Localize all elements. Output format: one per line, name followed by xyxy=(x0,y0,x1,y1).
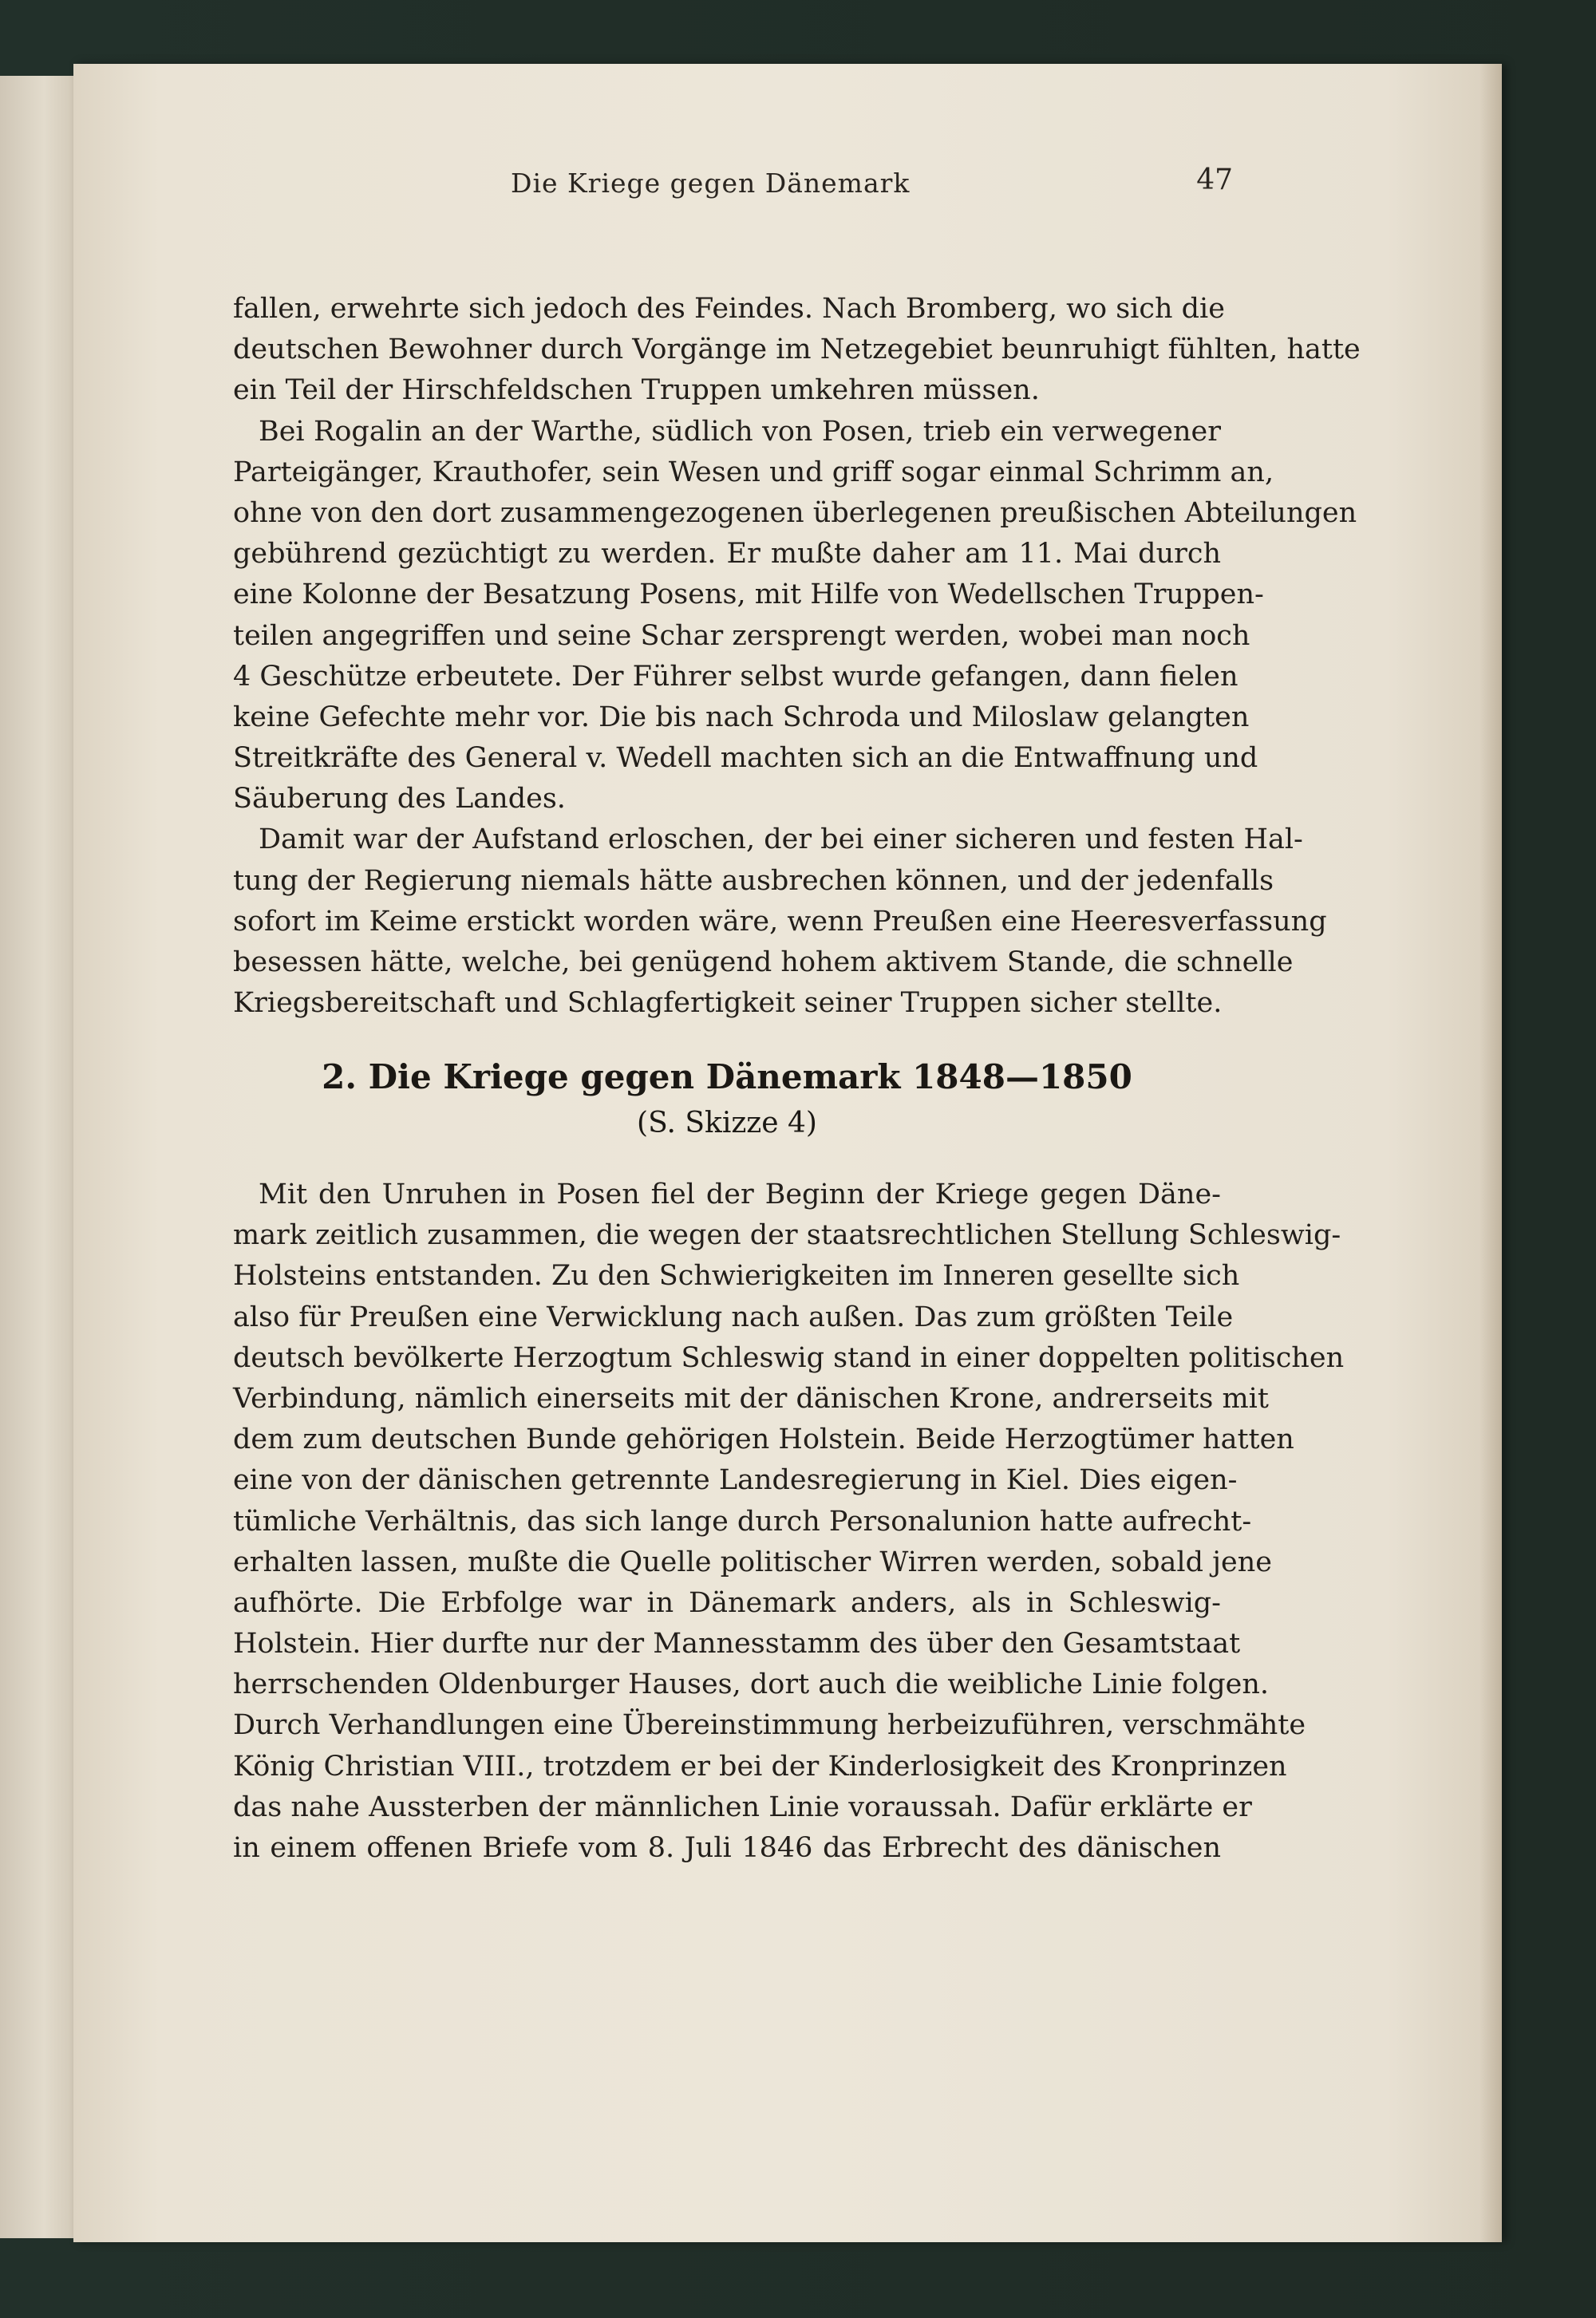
text-line: erhalten lassen, mußte die Quelle politischer Wirren werden, sobald jene xyxy=(233,1546,1272,1578)
text-line: deutsch bevölkerte Herzogtum Schleswig stand in einer doppelten politischen xyxy=(233,1341,1345,1374)
text-line: das nahe Aussterben der männlichen Linie voraussah. Dafür erklärte er xyxy=(233,1791,1252,1823)
page-header xyxy=(435,160,1233,207)
body-text-bottom xyxy=(233,1175,1345,1869)
text-line: Holsteins entstanden. Zu den Schwierigkeiten im Inneren gesellte sich xyxy=(233,1260,1240,1293)
text-line: Bei Rogalin an der Warthe, südlich von Posen, trieb ein verwegener xyxy=(259,415,1221,448)
text-line: in einem offenen Briefe vom 8. Juli 1846 das Erbrecht des dänischen xyxy=(233,1832,1221,1864)
text-line: Holstein. Hier durfte nur der Mannesstamm des über den Gesamtstaat xyxy=(233,1628,1241,1661)
text-line: Mit den Unruhen in Posen fiel der Beginn der Kriege gegen Däne- xyxy=(259,1179,1221,1210)
text-line: Säuberung des Landes. xyxy=(233,783,566,815)
section-heading xyxy=(233,1053,1221,1145)
text-line: ein Teil der Hirschfeldschen Truppen umkehren müssen. xyxy=(233,374,1040,407)
text-line: tümliche Verhältnis, das sich lange durch Personalunion hatte aufrecht- xyxy=(233,1505,1252,1538)
page-shadow xyxy=(1479,64,1502,2242)
page-number: 47 xyxy=(1196,164,1233,196)
text-line: Parteigänger, Krauthofer, sein Wesen und griff sogar einmal Schrimm an, xyxy=(233,456,1274,488)
running-title: Die Kriege gegen Dänemark xyxy=(511,168,911,199)
text-line: eine von der dänischen getrennte Landesregierung in Kiel. Dies eigen- xyxy=(233,1464,1238,1497)
text-line: Verbindung, nämlich einerseits mit der dänischen Krone, andrerseits mit xyxy=(233,1382,1269,1415)
text-line: also für Preußen eine Verwicklung nach außen. Das zum größten Teile xyxy=(233,1301,1234,1333)
text-line: eine Kolonne der Besatzung Posens, mit Hilfe von Wedellschen Truppen- xyxy=(233,579,1264,611)
text-line: aufhörte. Die Erbfolge war in Dänemark anders, als in Schleswig- xyxy=(233,1586,1221,1619)
body-text-top xyxy=(233,289,1361,1024)
text-line: tung der Regierung niemals hätte ausbrechen können, und der jedenfalls xyxy=(233,864,1274,897)
text-line: teilen angegriffen und seine Schar zersprengt werden, wobei man noch xyxy=(233,619,1250,652)
text-line: sofort im Keime erstickt worden wäre, wenn Preußen eine Heeresverfassung xyxy=(233,905,1327,938)
section-title: 2. Die Kriege gegen Dänemark 1848—1850 xyxy=(322,1057,1132,1096)
text-line: 4 Geschütze erbeutete. Der Führer selbst wurde gefangen, dann fielen xyxy=(233,660,1238,693)
text-line: König Christian VIII., trotzdem er bei der Kinderlosigkeit des Kronprinzen xyxy=(233,1750,1287,1783)
text-line: Damit war der Aufstand erloschen, der bei einer sicheren und festen Hal- xyxy=(259,823,1303,856)
text-line: keine Gefechte mehr vor. Die bis nach Schroda und Miloslaw gelangten xyxy=(233,701,1250,733)
text-line: Kriegsbereitschaft und Schlagfertigkeit seiner Truppen sicher stellte. xyxy=(233,987,1223,1020)
text-line: mark zeitlich zusammen, die wegen der staatsrechtlichen Stellung Schleswig- xyxy=(233,1219,1341,1252)
text-line: deutschen Bewohner durch Vorgänge im Netzegebiet beunruhigt fühlten, hatte xyxy=(233,334,1361,366)
text-line: Streitkräfte des General v. Wedell machten sich an die Entwaffnung und xyxy=(233,742,1258,775)
text-line: besessen hätte, welche, bei genügend hohem aktivem Stande, die schnelle xyxy=(233,946,1294,978)
text-line: Durch Verhandlungen eine Übereinstimmung herbeizuführen, verschmähte xyxy=(233,1709,1306,1742)
text-line: gebührend gezüchtigt zu werden. Er mußte daher am 11. Mai durch xyxy=(233,538,1221,571)
text-line: fallen, erwehrte sich jedoch des Feindes. Nach Bromberg, wo sich die xyxy=(233,293,1225,325)
text-line: ohne von den dort zusammengezogenen überlegenen preußischen Abteilungen xyxy=(233,496,1357,529)
text-line: herrschenden Oldenburger Hauses, dort auch die weibliche Linie folgen. xyxy=(233,1668,1270,1701)
facing-page-edge xyxy=(0,76,75,2238)
text-line: dem zum deutschen Bunde gehörigen Holstein. Beide Herzogtümer hatten xyxy=(233,1424,1294,1456)
section-subtitle: (S. Skizze 4) xyxy=(637,1107,817,1139)
